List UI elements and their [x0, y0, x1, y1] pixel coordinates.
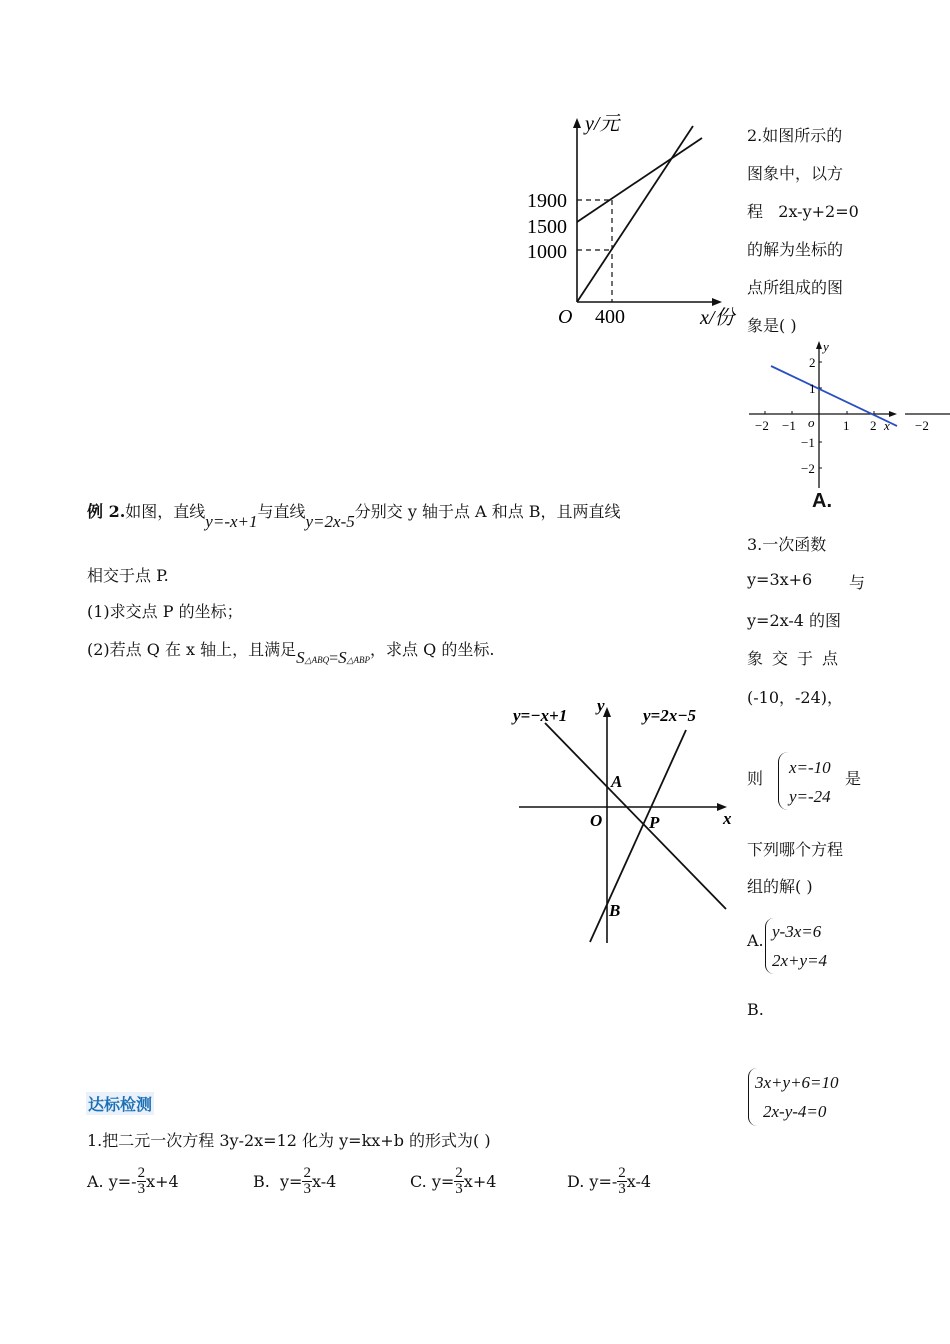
option-a-graph	[745, 338, 950, 518]
option-a-eq2: 2x+y=4	[772, 951, 828, 970]
option-a-eq1: y-3x=6	[772, 922, 822, 941]
test-q1-option-d: D. y=- $\frac{2}{3}$ x-4	[567, 1165, 652, 1197]
test-q1: 1.把二元一次方程 3y-2x=12 化为 y=kx+b 的形式为( )	[87, 1131, 491, 1150]
area-abq: S△ABQ	[296, 648, 330, 667]
q2-line: 图象中，以方	[747, 164, 844, 183]
graph-a-y-tick: 1	[809, 381, 816, 396]
graph-a-y-label: y	[823, 339, 829, 354]
q2-line: 程 2x-y+2=0	[747, 202, 859, 221]
option-a-label: A.	[812, 490, 832, 512]
option-b: B.	[747, 1000, 764, 1019]
graph-a-x-tick: 2	[870, 418, 877, 433]
equals-sign: =	[329, 650, 339, 667]
q2-line: 象是( )	[747, 316, 797, 335]
example2-part2	[87, 637, 495, 667]
line1-label: y=−x+1	[513, 706, 568, 725]
q3-line: 3.一次函数	[747, 535, 827, 554]
point-b-label: B	[609, 901, 621, 920]
graph2-origin: O	[590, 811, 603, 830]
system-brace	[778, 752, 789, 810]
y-axis-label: y/元	[585, 113, 620, 135]
example-text: 如图，直线	[125, 502, 206, 521]
system-y: y=-24	[789, 787, 831, 806]
graph-a-origin: o	[808, 415, 815, 430]
graph-a-x-tick: 1	[843, 418, 850, 433]
graph-a-y-tick: −2	[801, 461, 815, 476]
q3-line: 组的解( )	[747, 877, 813, 896]
graph-a-y-tick: −1	[801, 435, 815, 450]
option-b-eq2: 2x-y-4=0	[763, 1102, 827, 1121]
graph-a-x-tick: −1	[782, 418, 796, 433]
test-q1-option-a: A. y=- $\frac{2}{3}$ x+4	[87, 1165, 179, 1197]
q2-line: 点所组成的图	[747, 278, 844, 297]
cost-graph	[520, 110, 750, 335]
test-q1-option-b: B. y= $\frac{2}{3}$ x-4	[253, 1165, 337, 1197]
graph-a-y-tick: 2	[809, 355, 816, 370]
graph-a-x-tick: −2	[755, 418, 769, 433]
graph2-y-label: y	[597, 696, 605, 715]
point-p-label: P	[649, 813, 660, 832]
q3-line: y=3x+6 与	[747, 570, 865, 592]
test-q1-option-c: C. y= $\frac{2}{3}$ x+4	[410, 1165, 497, 1197]
system-x: x=-10	[789, 758, 831, 777]
q2-line: 的解为坐标的	[747, 240, 844, 259]
graph-a-x-label: x	[884, 418, 890, 433]
q3-line: 象交于点	[747, 649, 848, 668]
equation-line2: y=2x-5	[305, 512, 355, 531]
x-tick-400: 400	[595, 306, 625, 328]
example-label: 例 2.	[87, 502, 126, 521]
line2-label: y=2x−5	[643, 706, 697, 725]
part2-text: (2)若点 Q 在 x 轴上，且满足	[87, 640, 297, 659]
example2-line2: 相交于点 P.	[87, 566, 169, 585]
example2-line1	[87, 500, 621, 531]
intersection-graph	[505, 695, 750, 950]
y-tick-1900: 1900	[527, 190, 567, 212]
y-tick-1500: 1500	[527, 216, 567, 238]
q2-text	[747, 117, 859, 345]
option-a: A.	[747, 931, 764, 950]
y-tick-1000: 1000	[527, 241, 567, 263]
example2-part1: (1)求交点 P 的坐标；	[87, 602, 243, 621]
graph2-x-label: x	[723, 809, 732, 828]
part2-text: ，求点 Q 的坐标.	[370, 640, 495, 659]
q3-line: y=2x-4 的图	[747, 611, 842, 630]
point-a-label: A	[611, 772, 623, 791]
area-abp: S△ABP	[338, 648, 371, 667]
q3-is: 是	[845, 769, 862, 788]
section-heading: 达标检测	[86, 1092, 154, 1115]
q3-line: 下列哪个方程	[747, 840, 844, 859]
example-text: 与直线	[257, 502, 306, 521]
graph-b-x-tick: −2	[915, 418, 929, 433]
x-axis-label: x/份	[700, 307, 735, 329]
origin-label: O	[558, 306, 573, 328]
option-b-eq1: 3x+y+6=10	[755, 1073, 839, 1092]
q2-line: 2.如图所示的	[747, 126, 843, 145]
equation-line1: y=-x+1	[205, 512, 258, 531]
q3-line: (-10，-24)，	[747, 688, 844, 707]
q3-then: 则	[747, 769, 764, 788]
example-text: 分别交 y 轴于点 A 和点 B，且两直线	[354, 502, 621, 521]
